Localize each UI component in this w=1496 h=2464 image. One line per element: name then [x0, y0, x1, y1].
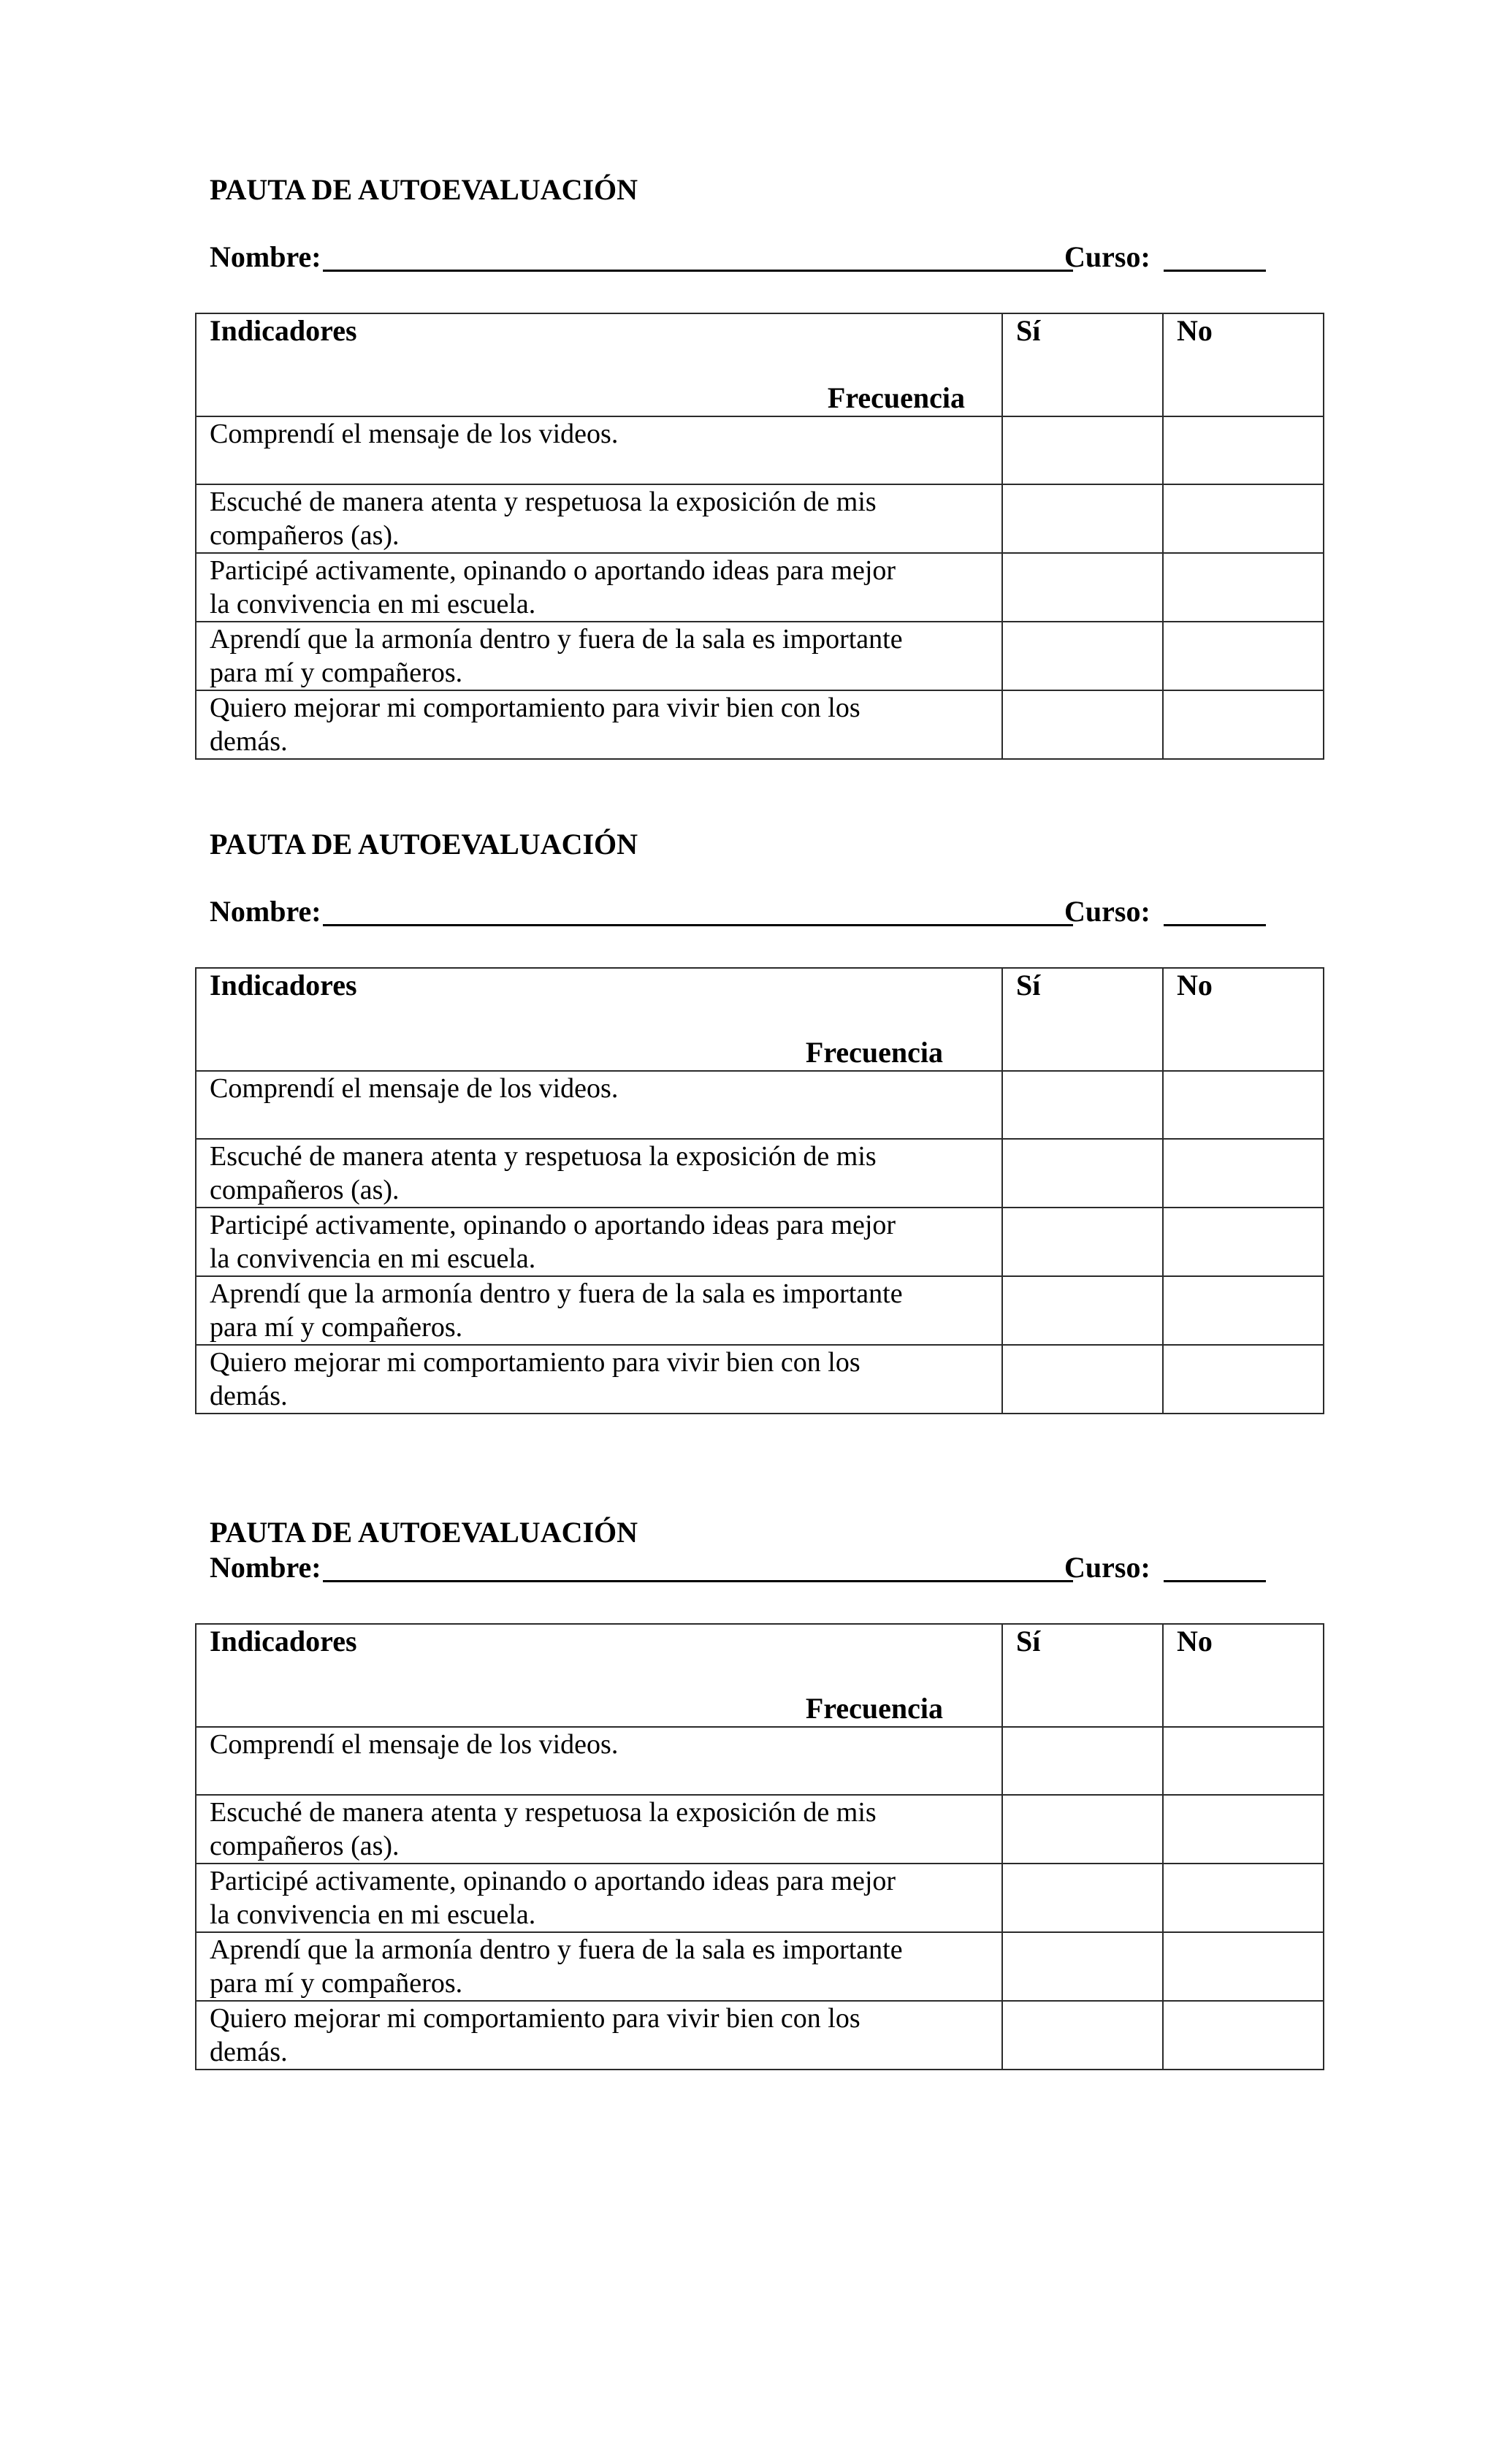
- indicator-cell: [196, 1864, 1002, 1932]
- yes-checkbox-cell[interactable]: [1002, 1795, 1163, 1864]
- evaluation-table: [195, 967, 1324, 1414]
- name-label: Nombre:: [210, 1551, 321, 1584]
- yes-checkbox-cell[interactable]: [1002, 2001, 1163, 2070]
- indicator-text: Comprendí el mensaje de los videos.: [210, 1729, 619, 1760]
- table-row: [196, 1864, 1324, 1932]
- table-row: [196, 553, 1324, 622]
- indicator-text: Participé activamente, opinando o aportando ideas para mejor: [210, 1210, 896, 1240]
- table-row: [196, 1932, 1324, 2001]
- name-field[interactable]: [323, 240, 1073, 272]
- yes-checkbox-cell[interactable]: [1002, 1071, 1163, 1139]
- yes-checkbox-cell[interactable]: [1002, 1864, 1163, 1932]
- no-checkbox-cell[interactable]: [1163, 1071, 1324, 1139]
- evaluation-table: [195, 313, 1324, 760]
- form-title: PAUTA DE AUTOEVALUACIÓN: [210, 173, 638, 206]
- indicator-text-cont: compañeros (as).: [210, 1831, 400, 1861]
- no-header: No: [1163, 313, 1324, 416]
- frequency-header-label: Frecuencia: [805, 1692, 943, 1725]
- table-row: [196, 484, 1324, 553]
- no-checkbox-cell[interactable]: [1163, 1864, 1324, 1932]
- indicator-text: Aprendí que la armonía dentro y fuera de la sala es importante: [210, 1934, 903, 1965]
- indicator-text: Participé activamente, opinando o aportando ideas para mejor: [210, 555, 896, 586]
- indicator-text-cont: compañeros (as).: [210, 1175, 400, 1205]
- yes-checkbox-cell[interactable]: [1002, 1276, 1163, 1345]
- form-title: PAUTA DE AUTOEVALUACIÓN: [210, 1516, 638, 1549]
- indicator-text: Escuché de manera atenta y respetuosa la exposición de mis: [210, 487, 877, 517]
- yes-checkbox-cell[interactable]: [1002, 690, 1163, 759]
- course-label: Curso:: [1064, 1551, 1150, 1584]
- name-label: Nombre:: [210, 895, 321, 928]
- no-checkbox-cell[interactable]: [1163, 484, 1324, 553]
- indicator-text-cont: para mí y compañeros.: [210, 657, 463, 688]
- yes-checkbox-cell[interactable]: [1002, 622, 1163, 690]
- table-row: [196, 1345, 1324, 1414]
- yes-checkbox-cell[interactable]: [1002, 1208, 1163, 1276]
- indicator-text-cont: para mí y compañeros.: [210, 1312, 463, 1343]
- indicator-text-cont: demás.: [210, 726, 288, 757]
- course-label: Curso:: [1064, 895, 1150, 928]
- indicator-cell: [196, 622, 1002, 690]
- yes-checkbox-cell[interactable]: [1002, 1932, 1163, 2001]
- indicator-cell: [196, 484, 1002, 553]
- indicator-text: Escuché de manera atenta y respetuosa la exposición de mis: [210, 1797, 877, 1828]
- no-checkbox-cell[interactable]: [1163, 622, 1324, 690]
- table-row: [196, 1208, 1324, 1276]
- course-field[interactable]: [1164, 894, 1266, 926]
- indicators-header: [196, 313, 1002, 416]
- indicator-cell: [196, 553, 1002, 622]
- no-checkbox-cell[interactable]: [1163, 416, 1324, 484]
- indicator-text-cont: demás.: [210, 1381, 288, 1411]
- frequency-header-label: Frecuencia: [805, 1036, 943, 1069]
- indicator-text: Comprendí el mensaje de los videos.: [210, 1073, 619, 1104]
- indicators-header: [196, 968, 1002, 1071]
- indicator-text-cont: la convivencia en mi escuela.: [210, 1243, 536, 1274]
- indicator-cell: [196, 690, 1002, 759]
- indicator-cell: [196, 1727, 1002, 1795]
- no-checkbox-cell[interactable]: [1163, 690, 1324, 759]
- yes-checkbox-cell[interactable]: [1002, 1727, 1163, 1795]
- yes-checkbox-cell[interactable]: [1002, 1139, 1163, 1208]
- name-course-line: [210, 240, 1262, 275]
- indicator-text-cont: compañeros (as).: [210, 520, 400, 551]
- indicator-text-cont: para mí y compañeros.: [210, 1968, 463, 1999]
- table-row: [196, 416, 1324, 484]
- indicator-text: Quiero mejorar mi comportamiento para vivir bien con los: [210, 2003, 860, 2034]
- name-course-line: [210, 1550, 1262, 1585]
- table-row: [196, 2001, 1324, 2070]
- table-row: [196, 622, 1324, 690]
- course-label: Curso:: [1064, 240, 1150, 273]
- no-checkbox-cell[interactable]: [1163, 1345, 1324, 1414]
- yes-checkbox-cell[interactable]: [1002, 416, 1163, 484]
- yes-checkbox-cell[interactable]: [1002, 484, 1163, 553]
- no-checkbox-cell[interactable]: [1163, 2001, 1324, 2070]
- course-field[interactable]: [1164, 240, 1266, 272]
- indicators-header-label: Indicadores: [210, 1625, 357, 1658]
- indicator-text-cont: la convivencia en mi escuela.: [210, 1899, 536, 1930]
- no-header: No: [1163, 968, 1324, 1071]
- table-row: [196, 1276, 1324, 1345]
- table-header-row: [196, 313, 1324, 416]
- yes-checkbox-cell[interactable]: [1002, 1345, 1163, 1414]
- indicators-header-label: Indicadores: [210, 969, 357, 1002]
- yes-header: Sí: [1002, 1624, 1163, 1727]
- indicator-text: Escuché de manera atenta y respetuosa la exposición de mis: [210, 1141, 877, 1172]
- yes-checkbox-cell[interactable]: [1002, 553, 1163, 622]
- indicator-text: Participé activamente, opinando o aportando ideas para mejor: [210, 1866, 896, 1896]
- name-field[interactable]: [323, 894, 1073, 926]
- indicator-cell: [196, 416, 1002, 484]
- indicator-text-cont: la convivencia en mi escuela.: [210, 589, 536, 619]
- no-header: No: [1163, 1624, 1324, 1727]
- indicator-text: Quiero mejorar mi comportamiento para vivir bien con los: [210, 1347, 860, 1378]
- indicator-cell: [196, 1071, 1002, 1139]
- indicator-cell: [196, 1795, 1002, 1864]
- no-checkbox-cell[interactable]: [1163, 1795, 1324, 1864]
- form-title: PAUTA DE AUTOEVALUACIÓN: [210, 828, 638, 861]
- indicators-header: [196, 1624, 1002, 1727]
- indicator-text: Quiero mejorar mi comportamiento para vivir bien con los: [210, 693, 860, 723]
- indicator-cell: [196, 1345, 1002, 1414]
- indicator-text: Aprendí que la armonía dentro y fuera de la sala es importante: [210, 624, 903, 655]
- no-checkbox-cell[interactable]: [1163, 1208, 1324, 1276]
- name-label: Nombre:: [210, 240, 321, 273]
- indicator-text-cont: demás.: [210, 2037, 288, 2067]
- no-checkbox-cell[interactable]: [1163, 553, 1324, 622]
- name-field[interactable]: [323, 1550, 1073, 1582]
- table-row: [196, 1071, 1324, 1139]
- name-course-line: [210, 894, 1262, 929]
- course-field[interactable]: [1164, 1550, 1266, 1582]
- evaluation-table: [195, 1623, 1324, 2070]
- indicator-cell: [196, 2001, 1002, 2070]
- no-checkbox-cell[interactable]: [1163, 1727, 1324, 1795]
- indicator-cell: [196, 1208, 1002, 1276]
- no-checkbox-cell[interactable]: [1163, 1932, 1324, 2001]
- table-row: [196, 690, 1324, 759]
- indicator-cell: [196, 1139, 1002, 1208]
- table-row: [196, 1139, 1324, 1208]
- yes-header: Sí: [1002, 968, 1163, 1071]
- indicator-text: Aprendí que la armonía dentro y fuera de la sala es importante: [210, 1278, 903, 1309]
- frequency-header-label: Frecuencia: [827, 381, 965, 414]
- indicator-text: Comprendí el mensaje de los videos.: [210, 419, 619, 449]
- table-row: [196, 1795, 1324, 1864]
- indicator-cell: [196, 1276, 1002, 1345]
- indicator-cell: [196, 1932, 1002, 2001]
- yes-header: Sí: [1002, 313, 1163, 416]
- table-header-row: [196, 1624, 1324, 1727]
- no-checkbox-cell[interactable]: [1163, 1276, 1324, 1345]
- indicators-header-label: Indicadores: [210, 314, 357, 347]
- no-checkbox-cell[interactable]: [1163, 1139, 1324, 1208]
- table-row: [196, 1727, 1324, 1795]
- table-header-row: [196, 968, 1324, 1071]
